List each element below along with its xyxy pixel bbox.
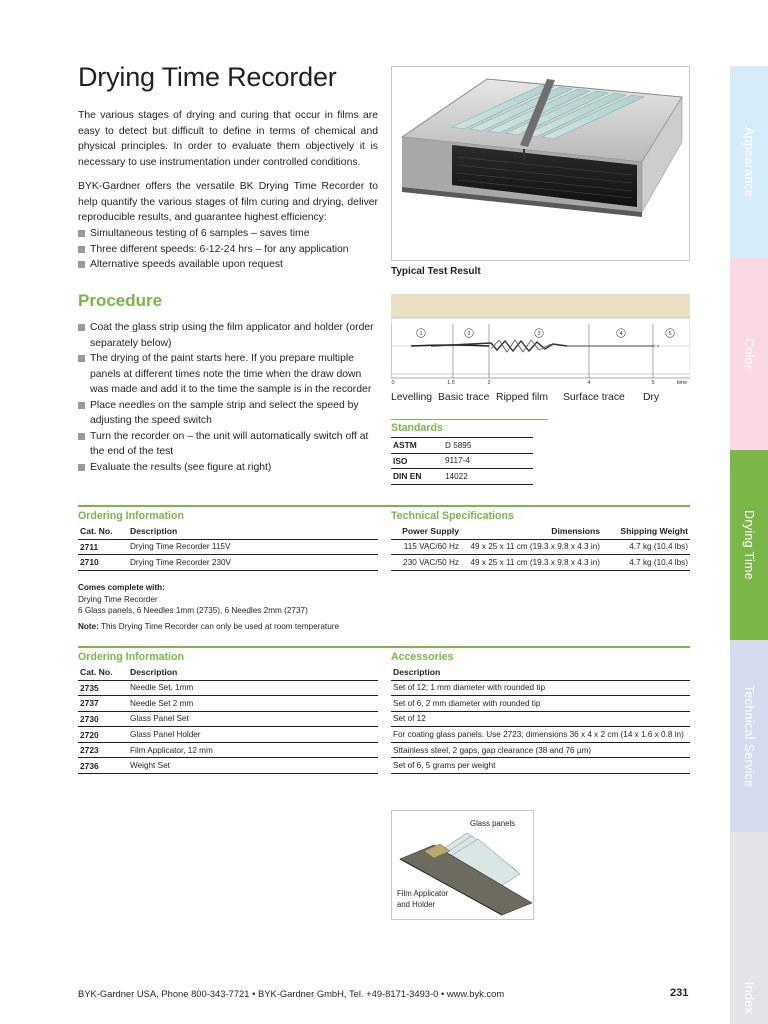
stage-label: Basic trace <box>438 392 490 403</box>
bullet-item: Alternative speeds available upon request <box>78 257 378 273</box>
description: Glass Panel Holder <box>128 727 378 743</box>
table-row <box>78 555 378 571</box>
table-row <box>391 453 533 469</box>
cat-no: 2711 <box>78 539 128 555</box>
table-header-row <box>78 665 378 680</box>
table-row <box>78 696 378 712</box>
tab-index[interactable] <box>730 832 768 1024</box>
table-row <box>78 758 378 774</box>
standard-value: 14022 <box>443 469 533 485</box>
table-row <box>391 758 690 774</box>
axis-tick: 4 <box>587 380 591 386</box>
col-cat-no: Cat. No. <box>78 524 128 539</box>
page-title: Drying Time Recorder <box>78 62 337 92</box>
axis-tick: 2 <box>487 380 491 386</box>
tab-label: Color <box>742 338 756 370</box>
tab-technical-service[interactable] <box>730 640 768 832</box>
test-result-strip <box>391 294 690 386</box>
techspec-heading: Technical Specifications <box>391 510 514 522</box>
col-description: Description <box>391 665 690 680</box>
cat-no: 2736 <box>78 758 128 774</box>
table-row <box>391 469 533 485</box>
axis-unit: time <box>676 380 688 386</box>
marker-label: 5 <box>668 331 672 337</box>
bullet-item: Simultaneous testing of 6 samples – saves time <box>78 226 378 242</box>
complete-line-2: 6 Glass panels, 6 Needles 1mm (2735), 6 Needles 2mm (2737) <box>78 606 308 615</box>
table-row <box>78 711 378 727</box>
accessory-image <box>391 810 534 920</box>
page-number: 231 <box>670 987 689 999</box>
accessory-description: Set of 6, 5 grams per weight <box>391 758 690 774</box>
techspec-table <box>391 524 690 571</box>
standard-value: D 5895 <box>443 438 533 454</box>
description: Glass Panel Set <box>128 711 378 727</box>
marker-label: 1 <box>419 331 423 337</box>
procedure-step: Evaluate the results (see figure at right) <box>78 460 378 476</box>
table-row <box>78 742 378 758</box>
test-result-label: Typical Test Result <box>391 266 481 277</box>
table-row <box>391 711 690 727</box>
film-applicator-label: Film Applicator <box>397 889 449 898</box>
tab-label: Appearance <box>742 126 756 198</box>
table-header-row <box>391 524 690 539</box>
tab-label: Technical Service <box>742 684 756 788</box>
bullet-item: Three different speeds: 6-12-24 hrs – for any application <box>78 242 378 258</box>
standard-name: ISO <box>391 453 443 469</box>
stage-label: Levelling <box>391 392 433 403</box>
col-power: Power Supply <box>391 524 461 539</box>
accessory-description: Set of 12 <box>391 711 690 727</box>
col-cat-no: Cat. No. <box>78 665 128 680</box>
note <box>78 621 339 633</box>
glass-panels-label: Glass panels <box>470 819 516 828</box>
description: Weight Set <box>128 758 378 774</box>
tab-label: Drying Time <box>742 510 756 580</box>
complete-line-1: Drying Time Recorder <box>78 595 158 604</box>
table-row <box>391 742 690 758</box>
accessory-description: For coating glass panels. Use 2723; dimensions 36 x 4 x 2 cm (14 x 1.6 x 0.8 in) <box>391 727 690 743</box>
standard-name: ASTM <box>391 438 443 454</box>
drying-time-recorder-illustration <box>392 67 690 261</box>
accessory-description: Set of 12; 1 mm diameter with rounded tip <box>391 680 690 696</box>
standards-heading: Standards <box>391 422 443 434</box>
col-weight: Shipping Weight <box>602 524 690 539</box>
procedure-step: Turn the recorder on – the unit will automatically switch off at the end of the test <box>78 429 378 460</box>
procedure-step: The drying of the paint starts here. If you prepare multiple panels at different times note the time when the draw down was made and add it to the time the sample is in the recorder <box>78 351 378 398</box>
axis-tick: 1.5 <box>447 380 455 386</box>
standards-rule <box>391 419 548 420</box>
accessory-description: Set of 6, 2 mm diameter with rounded tip <box>391 696 690 712</box>
stage-label: Ripped film <box>496 392 548 403</box>
test-result-figure <box>391 294 690 386</box>
note-text: This Drying Time Recorder can only be used at room temperature <box>98 622 340 631</box>
table-header-row <box>78 524 378 539</box>
accessory-description: Sttainless steel, 2 gaps, gap clearance (38 and 76 µm) <box>391 742 690 758</box>
tab-drying-time[interactable] <box>730 450 768 640</box>
description: Film Applicator, 12 mm <box>128 742 378 758</box>
cat-no: 2730 <box>78 711 128 727</box>
procedure-steps <box>78 320 378 475</box>
ordering-table-1 <box>78 524 378 571</box>
procedure-step: Coat the glass strip using the film applicator and holder (order separately below) <box>78 320 378 351</box>
table-row <box>78 680 378 696</box>
col-dimensions: Dimensions <box>461 524 602 539</box>
cat-no: 2735 <box>78 680 128 696</box>
complete-heading: Comes complete with: <box>78 583 165 592</box>
ordering-heading: Ordering Information <box>78 510 184 522</box>
procedure-heading: Procedure <box>78 291 163 310</box>
standard-name: DIN EN <box>391 469 443 485</box>
note-label: Note: <box>78 622 99 631</box>
weight: 4.7 kg (10.4 lbs) <box>602 539 690 555</box>
axis-tick: 5 <box>651 380 655 386</box>
tab-color[interactable] <box>730 258 768 450</box>
cat-no: 2737 <box>78 696 128 712</box>
marker-label: 3 <box>537 331 541 337</box>
accessories-heading: Accessories <box>391 651 454 663</box>
stage-label: Surface trace <box>563 392 625 403</box>
marker-label: 4 <box>619 331 623 337</box>
tab-appearance[interactable] <box>730 66 768 258</box>
table-row <box>391 539 690 555</box>
standard-value: 9117-4 <box>443 453 533 469</box>
cat-no: 2723 <box>78 742 128 758</box>
ordering-rule-2 <box>78 646 690 648</box>
table-row <box>391 696 690 712</box>
col-description: Description <box>128 524 378 539</box>
table-row <box>391 727 690 743</box>
table-header-row <box>391 665 690 680</box>
power: 115 VAC/60 Hz <box>391 539 461 555</box>
power: 230 VAC/50 Hz <box>391 555 461 571</box>
ordering-heading-2: Ordering Information <box>78 651 184 663</box>
col-description: Description <box>128 665 378 680</box>
ordering-rule <box>78 505 690 507</box>
cat-no: 2720 <box>78 727 128 743</box>
procedure-step: Place needles on the sample strip and select the speed by adjusting the speed switch <box>78 398 378 429</box>
description: Needle Set 2 mm <box>128 696 378 712</box>
weight: 4.7 kg (10.4 lbs) <box>602 555 690 571</box>
intro-paragraph-2: BYK-Gardner offers the versatile BK Drying Time Recorder to help quantify the various stages of film curing and drying, deliver reproducible results, and guarantee highest efficiency: <box>78 181 378 223</box>
holder-label: and Holder <box>397 900 436 909</box>
ordering-table-2 <box>78 665 378 774</box>
tab-label: Index <box>742 981 756 1014</box>
table-row <box>391 680 690 696</box>
table-row <box>391 438 533 454</box>
standards-table <box>391 437 533 485</box>
intro-bullets <box>78 226 378 273</box>
description: Drying Time Recorder 230V <box>128 555 378 571</box>
stage-label: Dry <box>643 392 660 403</box>
description: Drying Time Recorder 115V <box>128 539 378 555</box>
description: Needle Set, 1mm <box>128 680 378 696</box>
product-image <box>391 66 690 261</box>
table-row <box>78 539 378 555</box>
dimensions: 49 x 25 x 11 cm (19.3 x 9.8 x 4.3 in) <box>461 555 602 571</box>
accessories-table <box>391 665 690 774</box>
axis-tick: 0 <box>391 380 395 386</box>
intro-paragraph-1: The various stages of drying and curing that occur in films are easy to detect but difficult to define in terms of chemical and physical principles. In order to evaluate them objectively it is necessary to use instrumentation under controlled conditions. <box>78 110 378 168</box>
footer-contact: BYK-Gardner USA, Phone 800-343-7721 • BYK-Gardner GmbH, Tel. +49-8171-3493-0 • www.byk.com <box>78 988 505 999</box>
table-row <box>78 727 378 743</box>
table-row <box>391 555 690 571</box>
cat-no: 2710 <box>78 555 128 571</box>
dimensions: 49 x 25 x 11 cm (19.3 x 9.8 x 4.3 in) <box>461 539 602 555</box>
marker-label: 2 <box>467 331 471 337</box>
